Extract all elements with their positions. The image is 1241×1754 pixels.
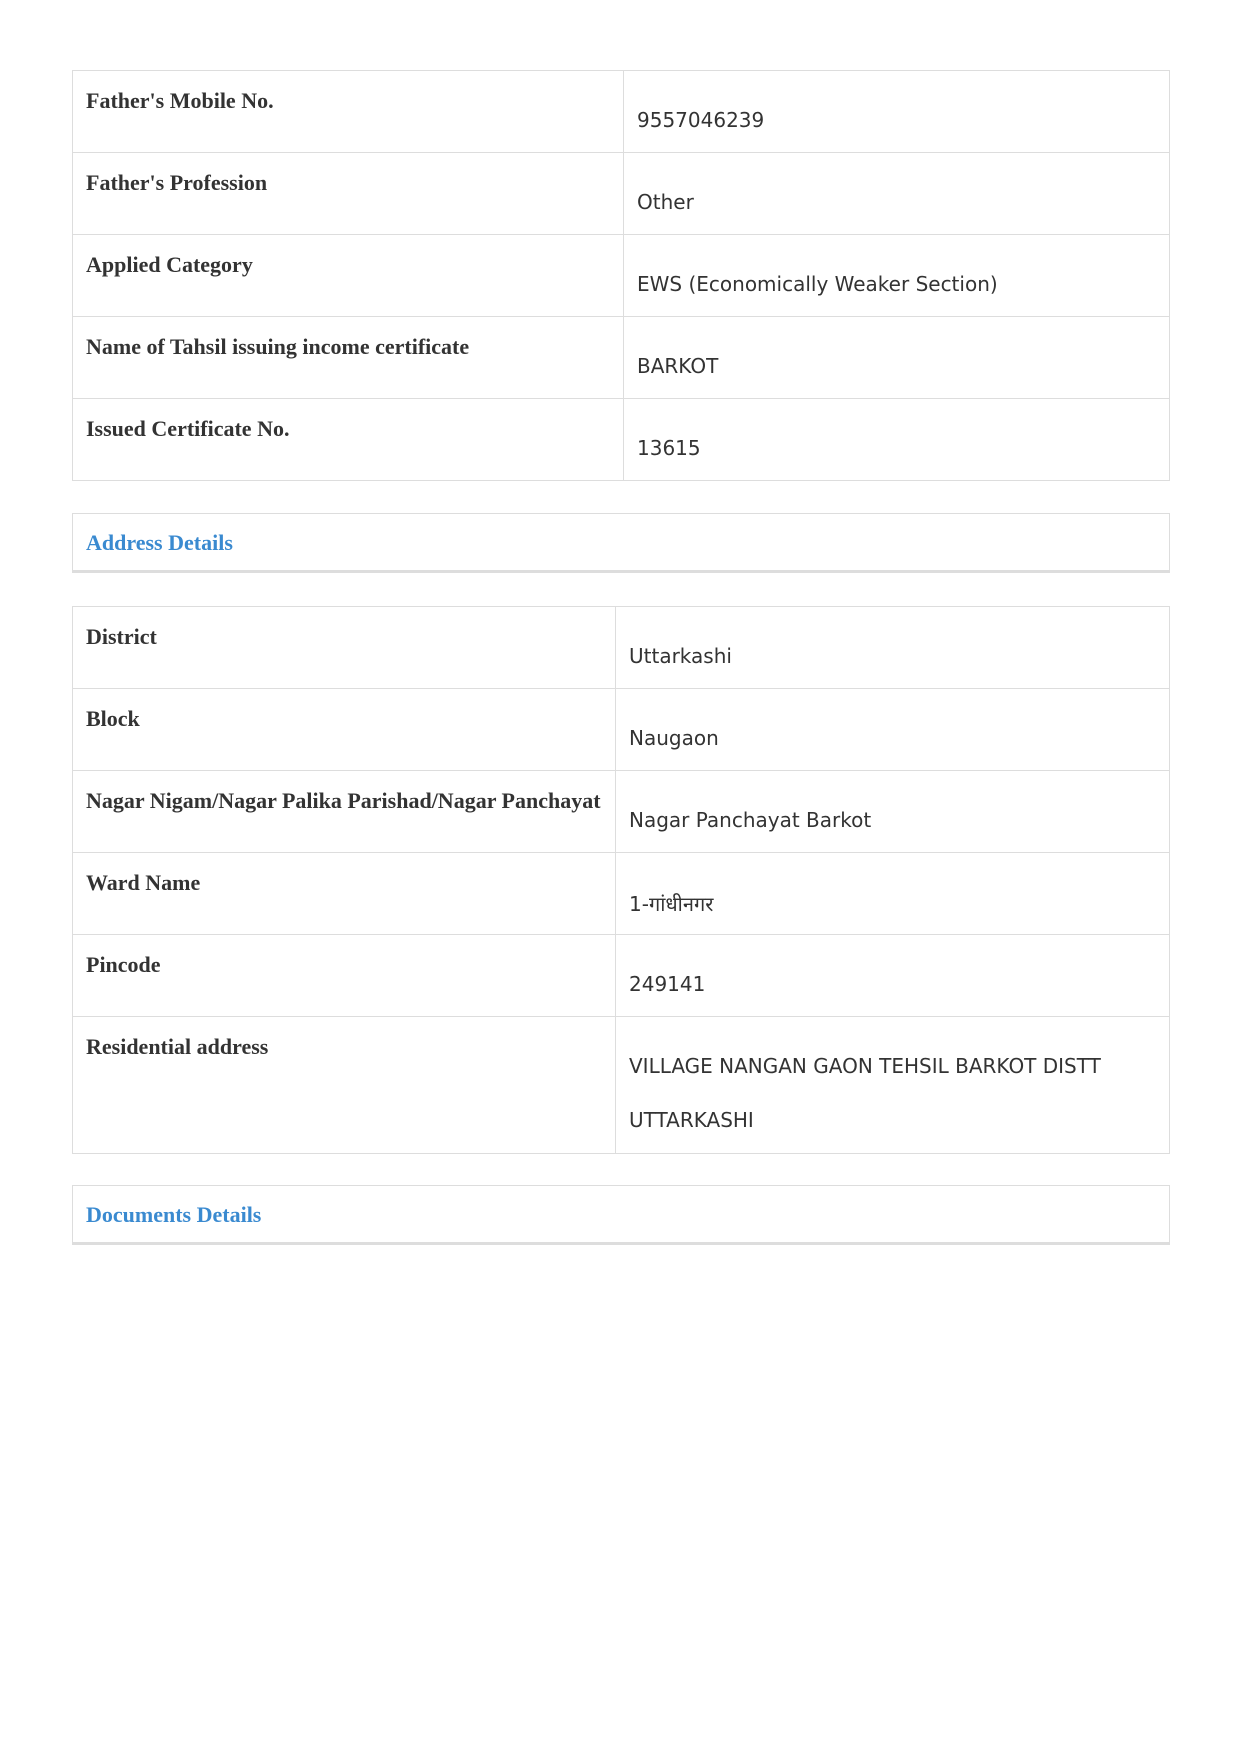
field-label: Pincode xyxy=(73,935,616,1017)
section-title: Address Details xyxy=(86,530,233,555)
field-label: Name of Tahsil issuing income certificate xyxy=(73,317,624,399)
table-row xyxy=(73,689,1170,771)
field-label: Block xyxy=(73,689,616,771)
field-value: 249141 xyxy=(616,935,1170,1017)
field-value: Other xyxy=(624,153,1170,235)
field-value: 1-गांधीनगर xyxy=(616,853,1170,935)
address-details-header xyxy=(72,513,1170,573)
field-label: Father's Mobile No. xyxy=(73,71,624,153)
field-value: EWS (Economically Weaker Section) xyxy=(624,235,1170,317)
table-row xyxy=(73,71,1170,153)
field-value: Nagar Panchayat Barkot xyxy=(616,771,1170,853)
table-row xyxy=(73,399,1170,481)
table-row xyxy=(73,853,1170,935)
field-value xyxy=(616,1017,1170,1154)
field-label: District xyxy=(73,607,616,689)
field-label: Issued Certificate No. xyxy=(73,399,624,481)
table-row xyxy=(73,1017,1170,1154)
field-label: Ward Name xyxy=(73,853,616,935)
table-row xyxy=(73,935,1170,1017)
field-label: Applied Category xyxy=(73,235,624,317)
table-row xyxy=(73,235,1170,317)
field-value: 13615 xyxy=(624,399,1170,481)
address-details-table xyxy=(72,606,1170,1154)
section-title: Documents Details xyxy=(86,1202,262,1227)
address-line-1: VILLAGE NANGAN GAON TEHSIL BARKOT DISTT xyxy=(629,1054,1101,1078)
field-label: Nagar Nigam/Nagar Palika Parishad/Nagar Panchayat xyxy=(73,771,616,853)
table-row xyxy=(73,153,1170,235)
documents-details-header xyxy=(72,1185,1170,1245)
field-label: Father's Profession xyxy=(73,153,624,235)
field-value: 9557046239 xyxy=(624,71,1170,153)
field-value: BARKOT xyxy=(624,317,1170,399)
field-value: Naugaon xyxy=(616,689,1170,771)
table-row xyxy=(73,771,1170,853)
field-value: Uttarkashi xyxy=(616,607,1170,689)
personal-details-table xyxy=(72,70,1170,481)
table-row xyxy=(73,317,1170,399)
field-label: Residential address xyxy=(73,1017,616,1154)
table-row xyxy=(73,607,1170,689)
address-line-2: UTTARKASHI xyxy=(629,1108,754,1132)
